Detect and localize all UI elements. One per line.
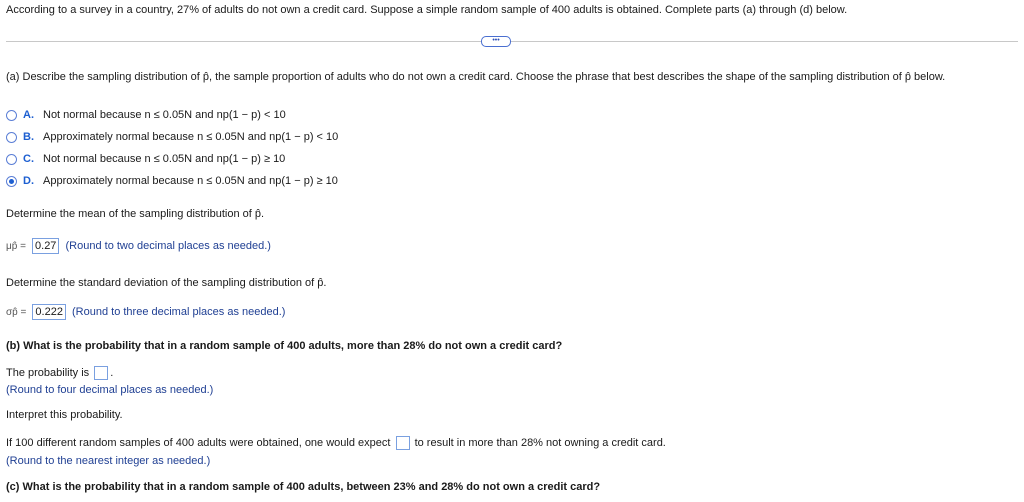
radio-d-selected[interactable] [6,176,17,187]
mean-input[interactable]: 0.27 [32,238,59,254]
part-b-question: (b) What is the probability that in a random sample of 400 adults, more than 28% do not own a credit card? [6,340,563,352]
option-a[interactable] [6,107,286,123]
mean-prompt: Determine the mean of the sampling distribution of p̂. [6,208,265,220]
part-a-question: (a) Describe the sampling distribution of p̂, the sample proportion of adults who do not own a credit card. Choose the phrase that best describes the shape of the sampling distribution of p̂ below. [6,71,946,83]
expand-more-button[interactable]: ••• [481,36,511,47]
sd-input[interactable]: 0.222 [32,304,66,320]
probability-hint: (Round to four decimal places as needed.) [6,384,214,396]
interpret-hint: (Round to the nearest integer as needed.) [6,455,211,467]
option-c[interactable] [6,151,285,167]
option-a-letter: A. [23,109,34,121]
probability-label: The probability is [6,367,90,379]
option-d-letter: D. [23,175,34,187]
divider [6,41,1018,42]
radio-a[interactable] [6,110,17,121]
interpret-before: If 100 different random samples of 400 adults were obtained, one would expect [6,437,391,449]
problem-statement: According to a survey in a country, 27% of adults do not own a credit card. Suppose a simple random sample of 400 adults is obtained. Complete parts (a) through (d) below. [6,4,848,16]
part-c-question: (c) What is the probability that in a random sample of 400 adults, between 23% and 28% do not own a credit card? [6,481,601,493]
option-b[interactable] [6,129,338,145]
sd-symbol: σp̂ = [6,307,27,318]
option-c-letter: C. [23,153,34,165]
sd-prompt: Determine the standard deviation of the sampling distribution of p̂. [6,277,327,289]
option-d[interactable] [6,173,338,189]
interpret-label: Interpret this probability. [6,409,123,421]
expected-count-input[interactable] [396,436,410,450]
mean-hint: (Round to two decimal places as needed.) [65,240,271,252]
probability-row: The probability is . [6,367,114,379]
mean-answer-row [6,238,271,254]
radio-c[interactable] [6,154,17,165]
probability-input[interactable] [94,366,108,380]
interpret-after: to result in more than 28% not owning a credit card. [414,437,666,449]
sd-hint: (Round to three decimal places as needed.) [72,306,286,318]
option-d-text: Approximately normal because n ≤ 0.05N and np(1 − p) ≥ 10 [43,175,338,187]
sd-answer-row [6,304,285,320]
interpret-row [6,436,666,450]
radio-b[interactable] [6,132,17,143]
option-b-letter: B. [23,131,34,143]
option-c-text: Not normal because n ≤ 0.05N and np(1 − p) ≥ 10 [43,153,286,165]
option-b-text: Approximately normal because n ≤ 0.05N and np(1 − p) < 10 [43,131,339,143]
mean-symbol: μp̂ = [6,241,26,252]
option-a-text: Not normal because n ≤ 0.05N and np(1 − p) < 10 [43,109,286,121]
